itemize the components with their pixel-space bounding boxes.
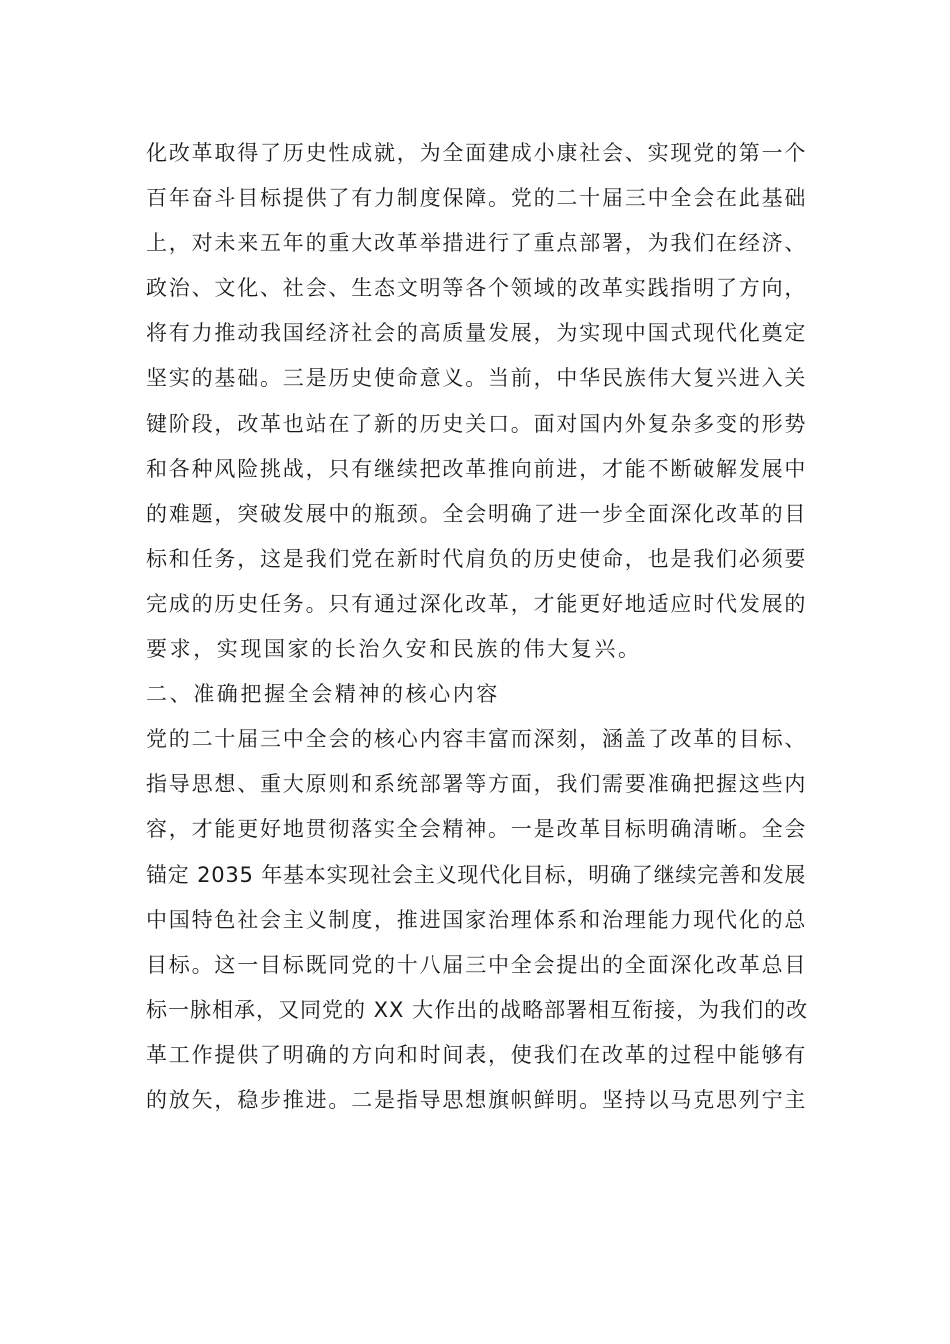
text-line: 百年奋斗目标提供了有力制度保障。党的二十届三中全会在此基础 [146, 186, 808, 211]
text-line: 标一脉相承，又同党的 XX 大作出的战略部署相互衔接，为我们的改 [146, 997, 809, 1022]
text-line: 党的二十届三中全会的核心内容丰富而深刻，涵盖了改革的目标、 [146, 727, 808, 752]
text-line: 和各种风险挑战，只有继续把改革推向前进，才能不断破解发展中 [146, 456, 808, 481]
text-line: 目标。这一目标既同党的十八届三中全会提出的全面深化改革总目 [146, 952, 808, 977]
text-line: 中国特色社会主义制度，推进国家治理体系和治理能力现代化的总 [146, 907, 808, 932]
section-heading: 二、准确把握全会精神的核心内容 [146, 682, 500, 707]
text-line: 指导思想、重大原则和系统部署等方面，我们需要准确把握这些内 [146, 772, 808, 797]
text-line: 革工作提供了明确的方向和时间表，使我们在改革的过程中能够有 [146, 1042, 808, 1067]
text-line: 完成的历史任务。只有通过深化改革，才能更好地适应时代发展的 [146, 591, 808, 616]
text-line: 上，对未来五年的重大改革举措进行了重点部署，为我们在经济、 [146, 231, 808, 256]
text-line: 锚定 2035 年基本实现社会主义现代化目标，明确了继续完善和发展 [146, 862, 807, 887]
text-line: 键阶段，改革也站在了新的历史关口。面对国内外复杂多变的形势 [146, 411, 808, 436]
text-line: 容，才能更好地贯彻落实全会精神。一是改革目标明确清晰。全会 [146, 817, 808, 842]
text-line: 将有力推动我国经济社会的高质量发展，为实现中国式现代化奠定 [146, 321, 808, 346]
text-line: 的放矢，稳步推进。二是指导思想旗帜鲜明。坚持以马克思列宁主 [146, 1087, 808, 1112]
document-body [146, 131, 808, 1123]
text-line: 的难题，突破发展中的瓶颈。全会明确了进一步全面深化改革的目 [146, 501, 808, 526]
text-line: 标和任务，这是我们党在新时代肩负的历史使命，也是我们必须要 [146, 546, 808, 571]
text-line: 坚实的基础。三是历史使命意义。当前，中华民族伟大复兴进入关 [146, 366, 808, 391]
text-line: 化改革取得了历史性成就，为全面建成小康社会、实现党的第一个 [146, 141, 808, 165]
paragraph-end-line: 要求，实现国家的长治久安和民族的伟大复兴。 [146, 637, 642, 662]
text-line: 政治、文化、社会、生态文明等各个领域的改革实践指明了方向， [146, 276, 808, 301]
